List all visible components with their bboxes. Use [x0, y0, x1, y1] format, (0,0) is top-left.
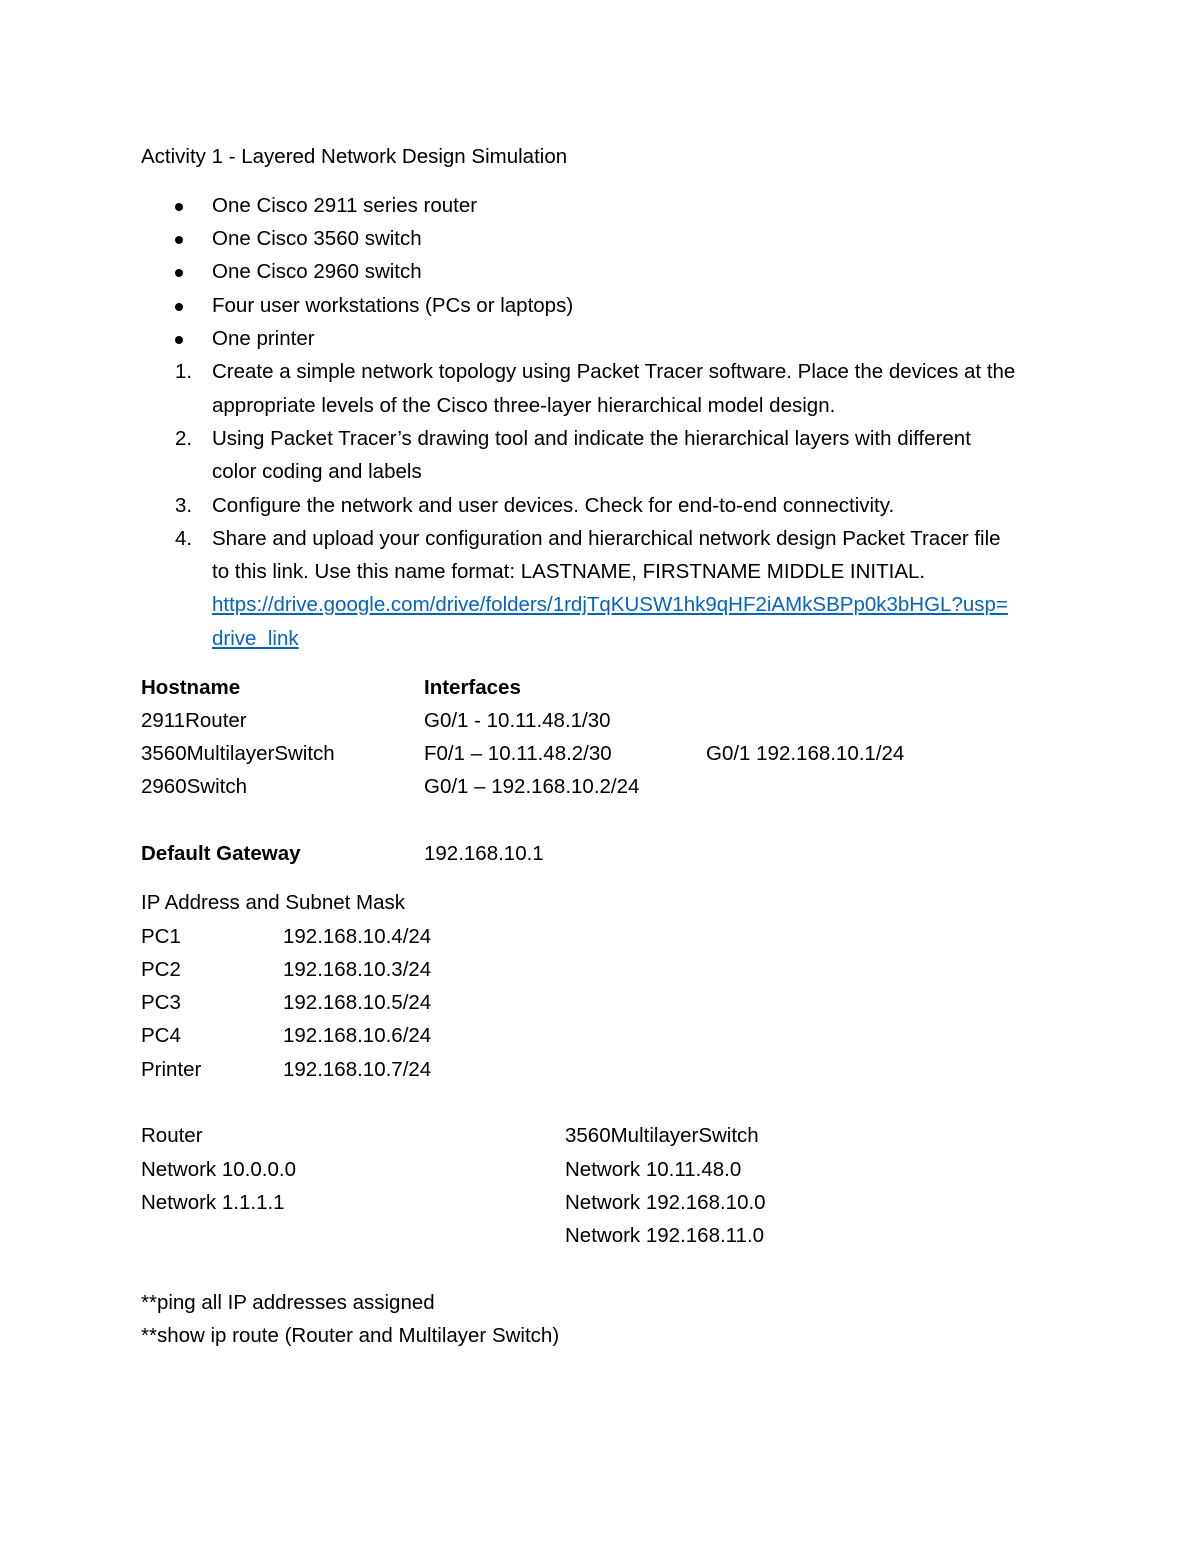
device-cell: Printer [141, 1058, 202, 1081]
ip-cell: 192.168.10.4/24 [283, 925, 432, 948]
list-item: One Cisco 3560 switch [212, 227, 422, 250]
host-cell: 2911Router [141, 709, 247, 732]
step-text: Share and upload your configuration and hierarchical network design Packet Tracer file [212, 527, 1001, 550]
interface-cell: G0/1 – 192.168.10.2/24 [424, 775, 640, 798]
router-network: Network 10.0.0.0 [141, 1158, 296, 1181]
switch-network: Network 10.11.48.0 [565, 1158, 742, 1181]
interface-cell: F0/1 – 10.11.48.2/30 [424, 742, 612, 765]
ip-cell: 192.168.10.6/24 [283, 1024, 432, 1047]
bullet-dot [175, 336, 183, 344]
interface-cell-secondary: G0/1 192.168.10.1/24 [706, 742, 905, 765]
ip-cell: 192.168.10.5/24 [283, 991, 432, 1014]
host-cell: 3560MultilayerSwitch [141, 742, 335, 765]
ip-cell: 192.168.10.7/24 [283, 1058, 432, 1081]
gateway-value: 192.168.10.1 [424, 842, 544, 865]
hostname-header: Hostname [141, 676, 241, 699]
host-cell: 2960Switch [141, 775, 247, 798]
switch-network: Network 192.168.11.0 [565, 1224, 765, 1247]
switch-title: 3560MultilayerSwitch [565, 1124, 759, 1147]
interfaces-header: Interfaces [424, 676, 521, 699]
step-number: 4. [175, 527, 193, 550]
step-number: 1. [175, 360, 193, 383]
drive-link-continued[interactable]: drive_link [212, 627, 299, 650]
device-cell: PC4 [141, 1024, 181, 1047]
list-item: Four user workstations (PCs or laptops) [212, 294, 574, 317]
page-title: Activity 1 - Layered Network Design Simulation [141, 145, 568, 168]
interface-cell: G0/1 - 10.11.48.1/30 [424, 709, 611, 732]
step-number: 2. [175, 427, 193, 450]
drive-link-line1[interactable] [212, 588, 1008, 621]
drive-link[interactable]: https://drive.google.com/drive/folders/1rdjTqKUSW1hk9qHF2iAMkSBPp0k3bHGL?usp= [212, 593, 1008, 616]
step-number: 3. [175, 494, 193, 517]
step-text: Configure the network and user devices. Check for end-to-end connectivity. [212, 494, 895, 517]
bullet-dot [175, 236, 183, 244]
step-text: Create a simple network topology using Packet Tracer software. Place the devices at the [212, 360, 1016, 383]
list-item: One Cisco 2960 switch [212, 260, 422, 283]
list-item: One printer [212, 327, 315, 350]
router-network: Network 1.1.1.1 [141, 1191, 285, 1214]
device-cell: PC1 [141, 925, 181, 948]
step-text: to this link. Use this name format: LASTNAME, FIRSTNAME MIDDLE INITIAL. [212, 560, 926, 583]
list-item: One Cisco 2911 series router [212, 194, 478, 217]
device-cell: PC3 [141, 991, 181, 1014]
step-text: color coding and labels [212, 460, 422, 483]
ip-section-title: IP Address and Subnet Mask [141, 891, 406, 914]
switch-network: Network 192.168.10.0 [565, 1191, 766, 1214]
device-cell: PC2 [141, 958, 181, 981]
step-text: appropriate levels of the Cisco three-layer hierarchical model design. [212, 394, 836, 417]
ip-cell: 192.168.10.3/24 [283, 958, 432, 981]
step-text: Using Packet Tracer’s drawing tool and indicate the hierarchical layers with different [212, 427, 971, 450]
drive-link-line2[interactable] [212, 622, 299, 655]
note-show-ip-route: **show ip route (Router and Multilayer Switch) [141, 1324, 560, 1347]
bullet-dot [175, 203, 183, 211]
bullet-dot [175, 269, 183, 277]
router-title: Router [141, 1124, 203, 1147]
note-ping: **ping all IP addresses assigned [141, 1291, 435, 1314]
gateway-label: Default Gateway [141, 842, 301, 865]
bullet-dot [175, 303, 183, 311]
